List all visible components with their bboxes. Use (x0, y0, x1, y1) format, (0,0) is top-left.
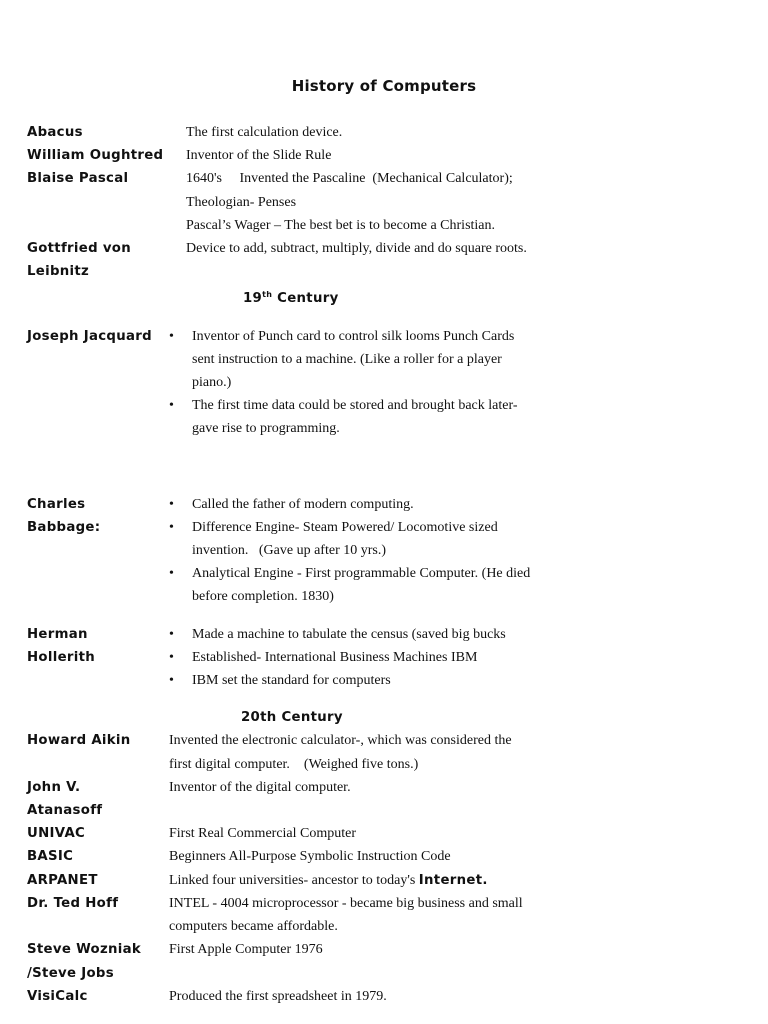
entry-leibnitz (0, 237, 768, 283)
entry-pascal (0, 167, 768, 237)
entry-oughtred (0, 144, 768, 167)
entry-term: Blaise Pascal (27, 171, 129, 187)
list-item: • Difference Engine- Steam Powered/ Locomotive sized invention. (Gave up after 10 yrs.) (169, 519, 498, 559)
entry-description: Linked four universities- ancestor to today's Internet. (169, 872, 488, 888)
entry-description: 1640's Invented the Pascaline (Mechanical Calculator); Theologian- Penses Pascal’s Wager – The best bet is to become a Christian. (186, 171, 513, 233)
entry-univac (0, 822, 768, 845)
entry-description: First Real Commercial Computer (169, 826, 357, 842)
entry-visicalc (0, 985, 768, 1008)
heading-19th-century: 19th Century (243, 290, 339, 307)
entry-aikin (0, 729, 768, 775)
entry-description: Inventor of the Slide Rule (186, 148, 332, 164)
entry-term: John V. Atanasoff (27, 779, 103, 819)
entry-term: ARPANET (27, 872, 98, 888)
bullet-list (169, 493, 569, 609)
entry-term: UNIVAC (27, 826, 86, 842)
entry-jacquard (0, 325, 768, 441)
glossary (0, 121, 768, 1008)
entry-term: Herman Hollerith (27, 626, 96, 665)
entry-term: Howard Aikin (27, 733, 131, 749)
entry-description: The first calculation device. (186, 125, 343, 140)
bullet-list (169, 623, 569, 693)
entry-term: William Oughtred (27, 148, 164, 164)
list-item: • Inventor of Punch card to control silk looms Punch Cards sent instruction to a machine. (Like a roller for a player piano.) (169, 328, 515, 391)
entry-term: Steve Wozniak /Steve Jobs (27, 942, 142, 981)
heading-20th-century: 20th Century (241, 710, 343, 726)
bullet-list (169, 325, 569, 441)
entry-term: Joseph Jacquard (27, 328, 152, 344)
entry-term: Charles Babbage: (27, 496, 101, 535)
entry-atanasoff (0, 776, 768, 822)
entry-description: Produced the first spreadsheet in 1979. (169, 988, 387, 1004)
entry-arpanet (0, 869, 768, 892)
entry-description: Invented the electronic calculator-, which was considered the first digital computer. (Weighed five tons.) (169, 733, 512, 772)
entry-term: BASIC (27, 849, 74, 865)
entry-babbage (0, 493, 768, 609)
entry-description: Device to add, subtract, multiply, divide and do square roots. (186, 241, 527, 257)
entry-hollerith (0, 623, 768, 693)
entry-description: Beginners All-Purpose Symbolic Instruction Code (169, 849, 451, 865)
entry-hoff (0, 892, 768, 938)
entry-abacus (0, 121, 768, 144)
entry-term: Abacus (27, 125, 83, 140)
entry-description: Inventor of the digital computer. (169, 779, 351, 795)
list-item: • Made a machine to tabulate the census (saved big bucks (169, 626, 506, 642)
entry-term: Dr. Ted Hoff (27, 895, 119, 911)
entry-term: Gottfried von Leibnitz (27, 241, 131, 280)
page-title: History of Computers (291, 77, 477, 95)
entry-description: INTEL - 4004 microprocessor - became big business and small computers became affordable. (169, 895, 523, 935)
list-item: • Called the father of modern computing. (169, 496, 414, 512)
entry-term: VisiCalc (27, 988, 88, 1004)
entry-basic (0, 845, 768, 868)
internet-bold-text: Internet. (418, 872, 488, 888)
list-item: • The first time data could be stored and brought back later- gave rise to programming. (169, 398, 518, 437)
list-item: • Established- International Business Machines IBM (169, 649, 478, 665)
list-item: • IBM set the standard for computers (169, 673, 391, 689)
entry-description: First Apple Computer 1976 (169, 942, 323, 958)
list-item: • Analytical Engine - First programmable Computer. (He died before completion. 1830) (169, 566, 531, 605)
entry-wozniak-jobs (0, 938, 768, 984)
